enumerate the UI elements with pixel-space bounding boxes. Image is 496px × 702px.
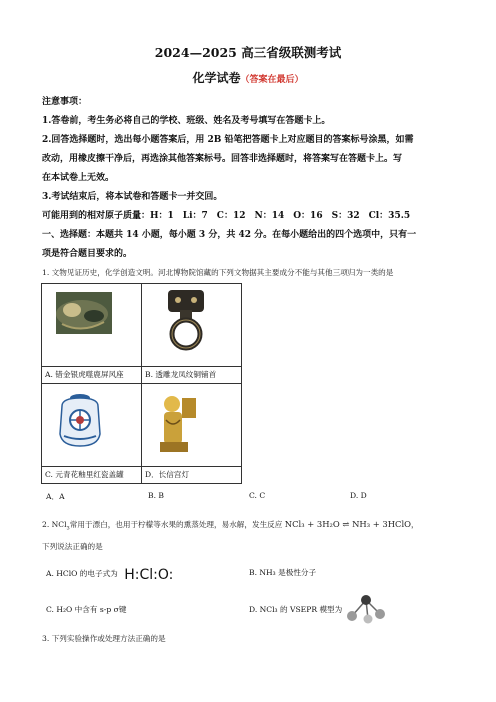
q2-option-a[interactable] [46, 567, 173, 583]
q1-option-b[interactable]: B. B [148, 491, 164, 500]
q1-option-d[interactable]: D. D [350, 491, 367, 500]
q1-option-c[interactable]: C. C [249, 491, 266, 500]
q2-option-d-label: D. NCl₃ 的 VSEPR 模型为 [249, 605, 343, 614]
exam-subtitle [0, 69, 496, 86]
q1-stem: 1. 文物见证历史，化学创造文明。河北博物院馆藏的下列文物据其主要成分不能与其他三项归为一类的是 [42, 268, 394, 277]
artifact-b-image [142, 284, 238, 362]
q2-equation: NCl₃ + 3H₂O ⇌ NH₃ + 3HClO [284, 519, 412, 529]
artifact-d-caption: D．长信宫灯 [142, 467, 242, 484]
notice-item-1: 1.答卷前，考生务必将自己的学校、班级、姓名及考号填写在答题卡上。 [42, 116, 331, 126]
notice-item-2-line-2: 改动，用橡皮擦干净后，再选涂其他答案标号。回答非选择题时，将答案写在答题卡上。写 [42, 154, 403, 164]
notice-item-2-line-3: 在本试卷上无效。 [42, 173, 115, 183]
q2-option-d[interactable] [249, 604, 342, 615]
atomic-masses: 可能用到的相对原子质量：H：1 Li：7 C：12 N：14 O：16 S：32 Cl：35.5 [42, 211, 411, 221]
notice-item-2-line-1: 2.回答选择题时，选出每小题答案后，用 2B 铅笔把答题卡上对应题目的答案标号涂黑，如需 [42, 135, 414, 145]
answer-note: （答案在最后） [240, 75, 304, 85]
q2-option-c[interactable]: C. H₂O 中含有 s-p σ键 [46, 605, 127, 614]
q2-option-b[interactable]: B. NH₃ 是极性分子 [249, 568, 317, 577]
q2-stem-prefix: 2. NCl [42, 520, 67, 529]
artifact-c-cell [42, 384, 142, 467]
vsepr-model-icon [344, 590, 390, 624]
q2-option-a-label: A. HClO 的电子式为 [46, 569, 118, 578]
exam-title: 2024—2025 高三省级联测考试 [154, 45, 342, 60]
artifact-c-caption: C. 元青花釉里红瓷盖罐 [42, 467, 142, 484]
section-heading-line-2: 项是符合题目要求的。 [42, 249, 133, 259]
artifact-b-caption: B. 透雕龙凤纹铜铺首 [142, 367, 242, 384]
artifact-d-image [142, 384, 238, 462]
q1-option-a[interactable]: A．A [46, 492, 65, 501]
artifact-b-cell [142, 284, 242, 367]
notice-item-3: 3.考试结束后，将本试卷和答题卡一并交回。 [42, 192, 223, 202]
q1-artifact-table [41, 283, 242, 484]
q3-stem: 3. 下列实验操作或处理方法正确的是 [42, 634, 166, 643]
artifact-c-image [42, 384, 138, 462]
artifact-a-cell [42, 284, 142, 367]
section-heading-line-1: 一、选择题：本题共 14 小题，每小题 3 分，共 42 分。在每小题给出的四个选项中，只有一 [42, 230, 417, 240]
q2-stem: 2. NCl$_3$常用于漂白，也用于柠檬等水果的熏蒸处理，易水解，发生反应 NCl₃ + 3H₂O ⇌ NH₃ + 3HClO， [42, 519, 419, 532]
notice-heading: 注意事项： [42, 97, 88, 107]
artifact-d-cell [142, 384, 242, 467]
artifact-a-image [42, 284, 138, 362]
artifact-a-caption: A. 错金银虎噬鹿屏风座 [42, 367, 142, 384]
subject-title: 化学试卷 [192, 71, 241, 85]
hclo-electron-formula: H:Cl:O: [124, 567, 174, 583]
q2-stem-mid: 常用于漂白，也用于柠檬等水果的熏蒸处理，易水解，发生反应 [69, 520, 283, 529]
q2-stem-line-2: 下列说法正确的是 [42, 542, 103, 551]
